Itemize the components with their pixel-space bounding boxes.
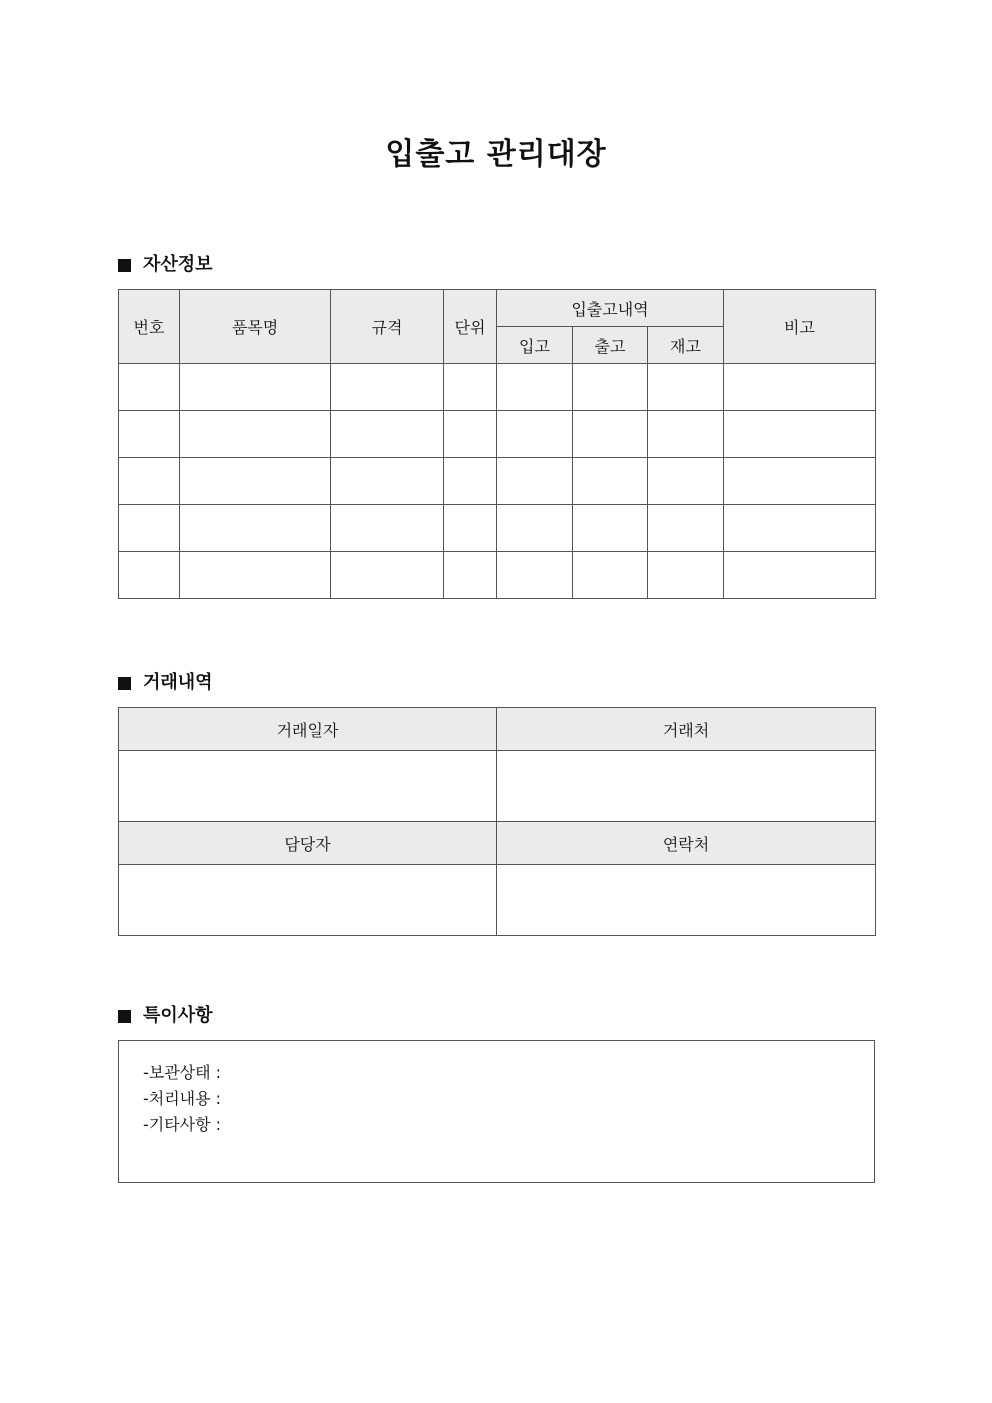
cell-in[interactable] (497, 552, 573, 599)
contact-field[interactable] (497, 865, 876, 936)
notes-section-heading (118, 1004, 213, 1028)
cell-number[interactable] (119, 411, 180, 458)
cell-remarks[interactable] (724, 364, 876, 411)
table-row (119, 411, 876, 458)
cell-spec[interactable] (331, 552, 444, 599)
square-bullet-icon (118, 677, 131, 690)
cell-remarks[interactable] (724, 411, 876, 458)
cell-item-name[interactable] (180, 552, 331, 599)
asset-section-heading (118, 253, 213, 277)
cell-spec[interactable] (331, 505, 444, 552)
cell-stock[interactable] (648, 505, 724, 552)
cell-stock[interactable] (648, 364, 724, 411)
cell-number[interactable] (119, 458, 180, 505)
manager-label: 담당자 (119, 822, 497, 865)
cell-stock[interactable] (648, 458, 724, 505)
cell-remarks[interactable] (724, 552, 876, 599)
square-bullet-icon (118, 1010, 131, 1023)
trade-date-field[interactable] (119, 751, 497, 822)
header-unit: 단위 (444, 290, 497, 364)
cell-item-name[interactable] (180, 411, 331, 458)
cell-spec[interactable] (331, 458, 444, 505)
table-row (119, 458, 876, 505)
cell-item-name[interactable] (180, 505, 331, 552)
cell-unit[interactable] (444, 505, 497, 552)
asset-table (118, 289, 876, 599)
trade-date-label: 거래일자 (119, 708, 497, 751)
cell-spec[interactable] (331, 411, 444, 458)
asset-section-heading-label: 자산정보 (143, 254, 213, 275)
cell-unit[interactable] (444, 552, 497, 599)
header-item-name: 품목명 (180, 290, 331, 364)
cell-in[interactable] (497, 411, 573, 458)
cell-number[interactable] (119, 552, 180, 599)
notes-section-heading-label: 특이사항 (143, 1005, 213, 1026)
header-io-group: 입출고내역 (497, 290, 724, 327)
header-number: 번호 (119, 290, 180, 364)
table-row (119, 552, 876, 599)
cell-item-name[interactable] (180, 458, 331, 505)
trade-section-heading-label: 거래내역 (143, 672, 213, 693)
contact-label: 연락처 (497, 822, 876, 865)
note-processing-details: -처리내용 : (143, 1089, 222, 1108)
cell-stock[interactable] (648, 411, 724, 458)
cell-out[interactable] (573, 411, 648, 458)
cell-out[interactable] (573, 458, 648, 505)
header-in: 입고 (497, 327, 573, 364)
cell-spec[interactable] (331, 364, 444, 411)
header-spec: 규격 (331, 290, 444, 364)
document-title: 입출고 관리대장 (385, 137, 607, 172)
header-stock: 재고 (648, 327, 724, 364)
cell-unit[interactable] (444, 364, 497, 411)
cell-out[interactable] (573, 552, 648, 599)
cell-remarks[interactable] (724, 505, 876, 552)
cell-stock[interactable] (648, 552, 724, 599)
cell-item-name[interactable] (180, 364, 331, 411)
header-out: 출고 (573, 327, 648, 364)
cell-in[interactable] (497, 458, 573, 505)
cell-out[interactable] (573, 505, 648, 552)
note-other-matters: -기타사항 : (143, 1115, 222, 1134)
cell-in[interactable] (497, 505, 573, 552)
header-remarks: 비고 (724, 290, 876, 364)
cell-remarks[interactable] (724, 458, 876, 505)
manager-field[interactable] (119, 865, 497, 936)
table-row (119, 505, 876, 552)
cell-number[interactable] (119, 505, 180, 552)
cell-out[interactable] (573, 364, 648, 411)
notes-box[interactable] (118, 1040, 875, 1183)
cell-in[interactable] (497, 364, 573, 411)
cell-number[interactable] (119, 364, 180, 411)
square-bullet-icon (118, 259, 131, 272)
note-storage-status: -보관상태 : (143, 1063, 222, 1082)
cell-unit[interactable] (444, 411, 497, 458)
trade-section-heading (118, 671, 213, 695)
trade-table (118, 707, 876, 936)
cell-unit[interactable] (444, 458, 497, 505)
partner-field[interactable] (497, 751, 876, 822)
partner-label: 거래처 (497, 708, 876, 751)
table-row (119, 364, 876, 411)
